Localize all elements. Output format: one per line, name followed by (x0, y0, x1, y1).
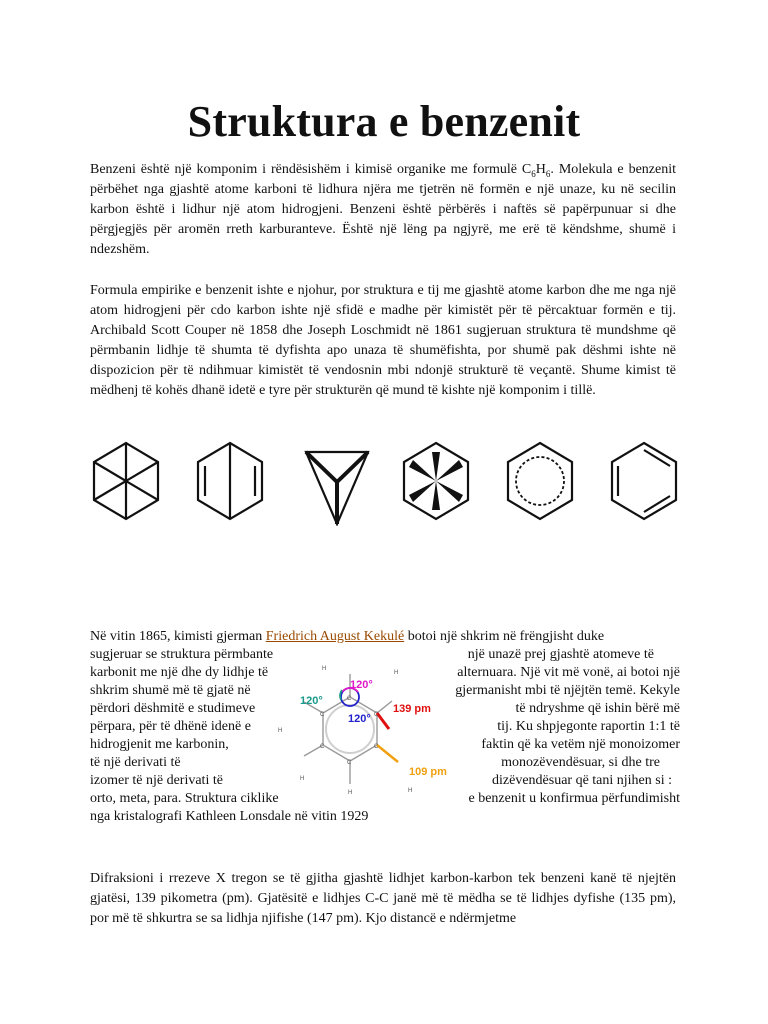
centric-structure (404, 443, 468, 519)
proposed-structures-figure (0, 436, 768, 526)
carbon-label: C (320, 712, 325, 718)
kekule-row-right: faktin që ka vetëm një monoizomer (481, 737, 680, 752)
kekule-row-left: hidrogjenit me karbonin, (90, 737, 229, 752)
kekule-paragraph-line (90, 628, 680, 646)
angle-label-left: 120° (300, 695, 323, 707)
bond-length-cc: 139 pm (393, 703, 431, 715)
paragraph-intro (90, 160, 676, 260)
kekule-row-left: të një derivati të (90, 755, 181, 770)
kekule-row-left: karbonit me një dhe dy lidhje të (90, 665, 269, 680)
kekule-row-left: sugjeruar se struktura përmbante (90, 647, 274, 662)
dewar-structure (198, 443, 262, 519)
bond-length-ch: 109 pm (409, 766, 447, 778)
kekule-row-left: izomer të një derivati të (90, 773, 223, 788)
hydrogen-label: H (300, 776, 305, 782)
hydrogen-label: H (278, 728, 283, 734)
intro-text-b: H (535, 162, 546, 177)
kekule-row-last: nga kristalografi Kathleen Lonsdale në vitin 1929 (90, 809, 369, 824)
paragraph-history: Formula empirike e benzenit ishte e njohur, por struktura e tij me gjashtë atome karbon dhe me nga një atom hidrogjeni për cdo karbon ishte një sfidë e madhe për kimistët për të përcaktuar formën e tij. Archibald Scott Couper në 1858 dhe Joseph Loschmidt në 1861 sugjeruan struktura të mundshme që përmbanin lidhje të shumta të dyfishta apo unaza të shumëfishta, por shumë pak dëshmi ishte në dispozicion për të ndihmuar kimistët të vendosnin mbi ndonjë strukturë të veçantë. Shume kimist të mëdhenj të kohës dhanë idetë e tyre për strukturën që mund të kishte një komponim i tillë. (90, 283, 676, 398)
formula-subscript: 6 (531, 168, 536, 179)
thiele-structure (508, 443, 572, 519)
kekule-row-right: një unazë prej gjashtë atomeve të (467, 647, 654, 662)
kekule-row-right: gjermanisht mbi të njëjtën temë. Kekyle (455, 683, 680, 698)
hydrogen-label: H (322, 666, 327, 672)
kekule-row-right: të ndryshme që ishin bërë më (515, 701, 680, 716)
benzene-geometry-diagram (270, 662, 480, 800)
kekule-row-right: alternuara. Një vit më vonë, ai botoi një (457, 665, 680, 680)
hydrogen-label: H (348, 790, 353, 796)
angle-label-top: 120° (350, 679, 373, 691)
angle-label-inner: 120° (348, 713, 371, 725)
kekule-row-right: monozëvendësuar, si dhe tre (501, 755, 660, 770)
prismane-structure (306, 452, 368, 524)
paragraph-xray: Difraksioni i rrezeve X tregon se të gjitha gjashtë lidhjet karbon-karbon tek benzeni kanë të njejtën gjatësi, 139 pikometra (pm). Gjatësitë e lidhjes C-C janë më të mëdha se të lidhjes dyfishe (135 pm), por më të shkurtra se sa lidhja njifishe (147 pm). Kjo distancë e ndërmjetme (90, 871, 676, 926)
carbon-label: C (347, 696, 352, 702)
kekule-row-left: shkrim shumë më të gjatë në (90, 683, 251, 698)
formula-subscript: 6 (545, 168, 551, 179)
hydrogen-label: H (394, 670, 399, 676)
kekule-row-left: përdori dëshmitë e studimeve (90, 701, 256, 716)
kekule-row-right: e benzenit u konfirmua përfundimisht (468, 791, 680, 806)
kekule-row-right: tij. Ku shpjegonte raportin 1:1 të (497, 719, 680, 734)
carbon-label: C (320, 744, 325, 750)
intro-text-a: Benzeni është një komponim i rëndësishëm i kimisë organike me formulë C (90, 162, 532, 177)
kekule-row-left: përpara, për të dhënë idenë e (90, 719, 251, 734)
intro-text-c: . Molekula e benzenit përbëhet nga gjashtë atome karboni të lidhura njëra me tjetrën në formën e një unaze, ku në secilin karbon është i lidhur një atom hidrogjeni. Benzeni është përbërës i naftës së papërpunuar si dhe përgjegjës për aromën rreth karburanteve. Është një lëng pa ngjyrë, me erë të këndshme, shumë i ndezshëm. (90, 162, 677, 257)
page-title: Struktura e benzenit (187, 97, 581, 146)
kekule-row (90, 808, 680, 826)
carbon-label: C (374, 712, 379, 718)
hydrogen-label: H (408, 788, 413, 794)
kekule-line-text: botoi një shkrim në frëngjisht duke (404, 629, 605, 644)
ch-bond-highlight (377, 745, 398, 762)
kekule-row-right: dizëvendësuar që tani njihen si : (492, 773, 672, 788)
kekule-row-left: orto, meta, para. Struktura ciklike (90, 791, 279, 806)
carbon-label: C (374, 744, 379, 750)
cc-bond-highlight (377, 713, 389, 729)
kekule-link[interactable]: Friedrich August Kekulé (265, 629, 405, 644)
kekule-line-text: Në vitin 1865, kimisti gjerman (90, 629, 266, 644)
claus-structure (94, 443, 158, 519)
carbon-label: C (347, 760, 352, 766)
kekule-structure (612, 443, 676, 519)
